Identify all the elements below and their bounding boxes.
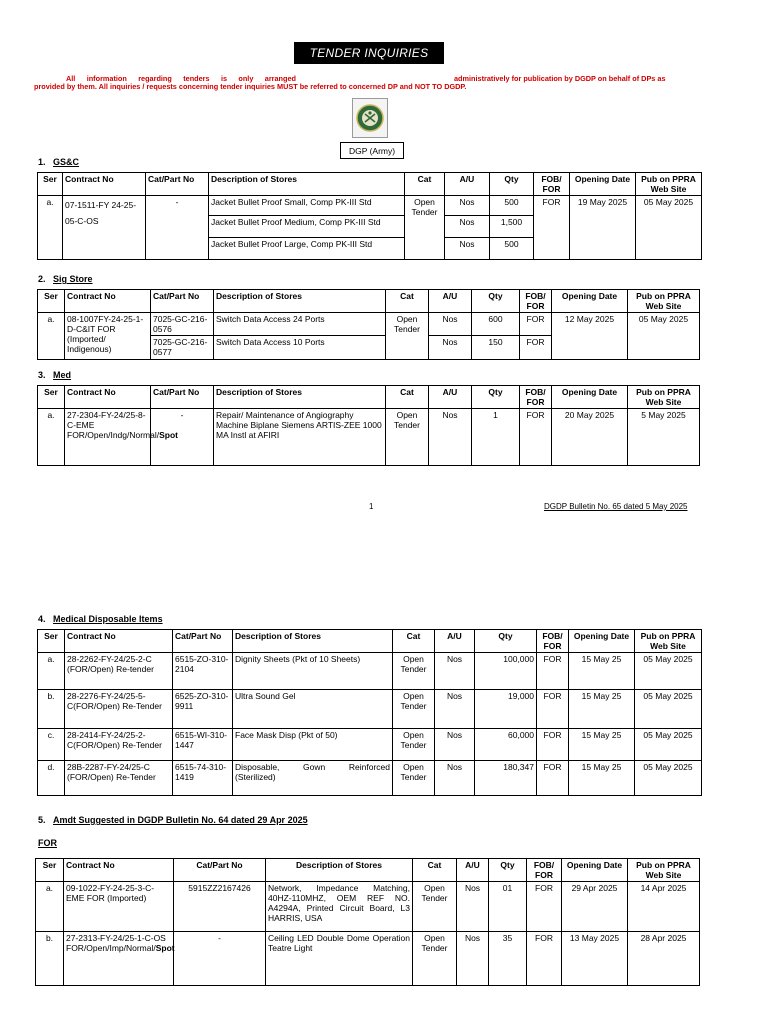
cell-desc: Switch Data Access 24 Ports [214,313,386,336]
table-header-row [36,859,700,882]
section-4-heading: 4. Medical Disposable Items [38,614,163,624]
cell-desc: Jacket Bullet Proof Medium, Comp PK-III Std [209,216,405,238]
col-pub: Pub on PPRA Web Site [628,859,700,882]
col-ser: Ser [38,173,63,196]
notice-text-part1: All information regarding tenders is only arranged [66,74,296,83]
cell-opening: 12 May 2025 [552,313,628,360]
section-5-heading: 5. Amdt Suggested in DGDP Bulletin No. 64 dated 29 Apr 2025 [38,815,308,825]
table-header-row [38,630,702,653]
cell-qty: 35 [489,932,527,986]
cell-qty: 100,000 [475,653,537,690]
table-row [36,932,700,986]
cell-contract: 28-2262-FY-24/25-2-C (FOR/Open) Re-tender [65,653,173,690]
col-au: A/U [445,173,490,196]
col-opening: Opening Date [569,630,635,653]
cell-qty: 500 [490,196,534,216]
col-cat: Cat [405,173,445,196]
cell-cat: Open Tender [393,761,435,796]
col-cat-part: Cat/Part No [151,386,214,409]
col-cat: Cat [386,290,429,313]
cell-desc: Face Mask Disp (Pkt of 50) [233,729,393,761]
col-contract: Contract No [65,386,151,409]
cell-cat: Open Tender [386,409,429,466]
cell-contract: 28B-2287-FY-24/25-C (FOR/Open) Re-Tender [65,761,173,796]
cell-au: Nos [435,690,475,729]
col-cat: Cat [413,859,457,882]
col-ser: Ser [36,859,64,882]
cell-pub: 14 Apr 2025 [628,882,700,932]
col-fob: FOB/ FOR [520,290,552,313]
table-row [38,653,702,690]
cell-pub: 05 May 2025 [635,653,702,690]
section-1-heading: 1. GS&C [38,157,80,167]
cell-au: Nos [435,729,475,761]
table-row [38,690,702,729]
col-desc: Description of Stores [233,630,393,653]
cell-ser: b. [36,932,64,986]
cell-qty: 1 [472,409,520,466]
cell-contract: 28-2276-FY-24/25-5-C(FOR/Open) Re-Tender [65,690,173,729]
cell-ser: a. [38,313,65,360]
cell-fob: FOR [537,761,569,796]
table-medical-disposable [37,629,702,796]
cell-cat: Open Tender [393,729,435,761]
cell-qty: 150 [472,336,520,360]
cell-cat-part: 7025-GC-216-0577 [151,336,214,360]
col-au: A/U [457,859,489,882]
cell-au: Nos [445,196,490,216]
cell-ser: a. [38,409,65,466]
notice-text-part2: administratively for publication by DGDP on behalf of DPs as [454,74,666,83]
cell-fob: FOR [534,196,570,260]
cell-qty: 01 [489,882,527,932]
page-title: TENDER INQUIRIES [294,42,444,64]
col-pub: Pub on PPRA Web Site [628,290,700,313]
cell-cat: Open Tender [393,653,435,690]
cell-cat-part: - [146,196,209,260]
col-desc: Description of Stores [214,290,386,313]
table-row [36,882,700,932]
cell-contract: 28-2414-FY-24/25-2-C(FOR/Open) Re-Tender [65,729,173,761]
cell-au: Nos [435,761,475,796]
cell-pub: 05 May 2025 [635,690,702,729]
cell-cat-part: 6525-ZO-310-9911 [173,690,233,729]
col-qty: Qty [489,859,527,882]
cell-opening: 15 May 25 [569,653,635,690]
cell-fob: FOR [527,882,562,932]
col-qty: Qty [472,290,520,313]
col-contract: Contract No [64,859,174,882]
section-2-heading: 2. Sig Store [38,274,93,284]
cell-ser: a. [38,196,63,260]
cell-pub: 05 May 2025 [635,761,702,796]
cell-fob: FOR [520,409,552,466]
col-contract: Contract No [63,173,146,196]
cell-desc: Network, Impedance Matching, 40HZ-110MHZ, OEM REF NO. A4294A, Printed Circuit Board, L3 HARRIS, USA [266,882,413,932]
cell-contract: 09-1022-FY-24-25-3-C-EME FOR (Imported) [64,882,174,932]
cell-fob: FOR [537,729,569,761]
cell-au: Nos [429,409,472,466]
cell-fob: FOR [537,653,569,690]
dgp-army-emblem [352,98,388,138]
col-contract: Contract No [65,290,151,313]
col-au: A/U [435,630,475,653]
cell-qty: 1,500 [490,216,534,238]
bulletin-footer: DGDP Bulletin No. 65 dated 5 May 2025 [544,502,688,511]
table-row [38,729,702,761]
cell-qty: 19,000 [475,690,537,729]
cell-contract: 27-2313-FY-24/25-1-C-OS FOR/Open/Imp/Normal/Spot [64,932,174,986]
cell-desc: Ultra Sound Gel [233,690,393,729]
cell-fob: FOR [527,932,562,986]
cell-desc: Dignity Sheets (Pkt of 10 Sheets) [233,653,393,690]
cell-au: Nos [445,238,490,260]
table-sig-store [37,289,700,360]
col-desc: Description of Stores [266,859,413,882]
col-cat-part: Cat/Part No [173,630,233,653]
cell-pub: 28 Apr 2025 [628,932,700,986]
table-row [38,313,700,336]
col-opening: Opening Date [562,859,628,882]
cell-contract: 08-1007FY-24-25-1-D-C&IT FOR (Imported/ Indigenous) [65,313,151,360]
col-pub: Pub on PPRA Web Site [636,173,702,196]
cell-cat: Open Tender [386,313,429,360]
cell-cat-part: - [151,409,214,466]
notice-text-line2: provided by them. All inquiries / requests concerning tender inquiries MUST be referred to concerned DP and NOT TO DGDP. [34,82,467,91]
cell-ser: d. [38,761,65,796]
table-gsc [37,172,702,260]
cell-desc: Ceiling LED Double Dome Operation Teatre Light [266,932,413,986]
cell-au: Nos [457,882,489,932]
cell-fob: FOR [537,690,569,729]
cell-pub: 05 May 2025 [635,729,702,761]
table-row [38,409,700,466]
col-pub: Pub on PPRA Web Site [628,386,700,409]
col-ser: Ser [38,630,65,653]
cell-opening: 19 May 2025 [570,196,636,260]
page-number: 1 [369,502,374,511]
cell-cat-part: 6515-WI-310-1447 [173,729,233,761]
col-opening: Opening Date [570,173,636,196]
cell-opening: 20 May 2025 [552,409,628,466]
cell-cat-part: 5915ZZ2167426 [174,882,266,932]
cell-cat-part: 7025-GC-216-0576 [151,313,214,336]
cell-ser: a. [36,882,64,932]
cell-au: Nos [457,932,489,986]
cell-pub: 5 May 2025 [628,409,700,466]
cell-pub: 05 May 2025 [636,196,702,260]
cell-opening: 15 May 25 [569,729,635,761]
col-ser: Ser [38,290,65,313]
col-opening: Opening Date [552,386,628,409]
col-cat: Cat [386,386,429,409]
cell-cat-part: - [174,932,266,986]
col-au: A/U [429,290,472,313]
col-qty: Qty [475,630,537,653]
cell-opening: 13 May 2025 [562,932,628,986]
table-med [37,385,700,466]
col-au: A/U [429,386,472,409]
col-opening: Opening Date [552,290,628,313]
col-desc: Description of Stores [209,173,405,196]
cell-cat: Open Tender [405,196,445,260]
col-contract: Contract No [65,630,173,653]
cell-contract: 07-1511-FY 24-25-05-C-OS [63,196,146,260]
cell-opening: 29 Apr 2025 [562,882,628,932]
col-cat: Cat [393,630,435,653]
cell-ser: b. [38,690,65,729]
table-header-row [38,386,700,409]
cell-pub: 05 May 2025 [628,313,700,360]
cell-desc: Jacket Bullet Proof Large, Comp PK-III Std [209,238,405,260]
section-5-subheading: FOR [38,838,57,848]
table-row [38,196,702,216]
cell-au: Nos [429,336,472,360]
section-3-heading: 3. Med [38,370,72,380]
cell-fob: FOR [520,336,552,360]
dp-label: DGP (Army) [340,142,404,159]
col-pub: Pub on PPRA Web Site [635,630,702,653]
table-row [38,761,702,796]
cell-au: Nos [445,216,490,238]
cell-qty: 500 [490,238,534,260]
cell-au: Nos [435,653,475,690]
col-desc: Description of Stores [214,386,386,409]
col-cat-part: Cat/Part No [174,859,266,882]
col-fob: FOB/ FOR [534,173,570,196]
cell-ser: c. [38,729,65,761]
col-fob: FOB/ FOR [537,630,569,653]
cell-qty: 600 [472,313,520,336]
col-cat-part: Cat/Part No [151,290,214,313]
cell-cat: Open Tender [413,882,457,932]
col-fob: FOB/ FOR [520,386,552,409]
cell-cat-part: 6515-74-310-1419 [173,761,233,796]
cell-cat: Open Tender [413,932,457,986]
cell-desc: Jacket Bullet Proof Small, Comp PK-III Std [209,196,405,216]
cell-cat: Open Tender [393,690,435,729]
cell-contract: 27-2304-FY-24/25-8-C-EME FOR/Open/Indg/Normal/Spot [65,409,151,466]
col-fob: FOB/ FOR [527,859,562,882]
cell-opening: 15 May 25 [569,761,635,796]
col-qty: Qty [490,173,534,196]
cell-opening: 15 May 25 [569,690,635,729]
cell-fob: FOR [520,313,552,336]
table-header-row [38,173,702,196]
cell-ser: a. [38,653,65,690]
cell-cat-part: 6515-ZO-310-2104 [173,653,233,690]
table-header-row [38,290,700,313]
cell-qty: 60,000 [475,729,537,761]
cell-desc: Disposable, Gown Reinforced (Sterilized) [233,761,393,796]
col-cat-part: Cat/Part No [146,173,209,196]
col-ser: Ser [38,386,65,409]
table-amendment [35,858,700,986]
col-qty: Qty [472,386,520,409]
cell-au: Nos [429,313,472,336]
cell-desc: Repair/ Maintenance of Angiography Machine Biplane Siemens ARTIS-ZEE 1000 MA Instl at AFIRI [214,409,386,466]
cell-desc: Switch Data Access 10 Ports [214,336,386,360]
cell-qty: 180,347 [475,761,537,796]
